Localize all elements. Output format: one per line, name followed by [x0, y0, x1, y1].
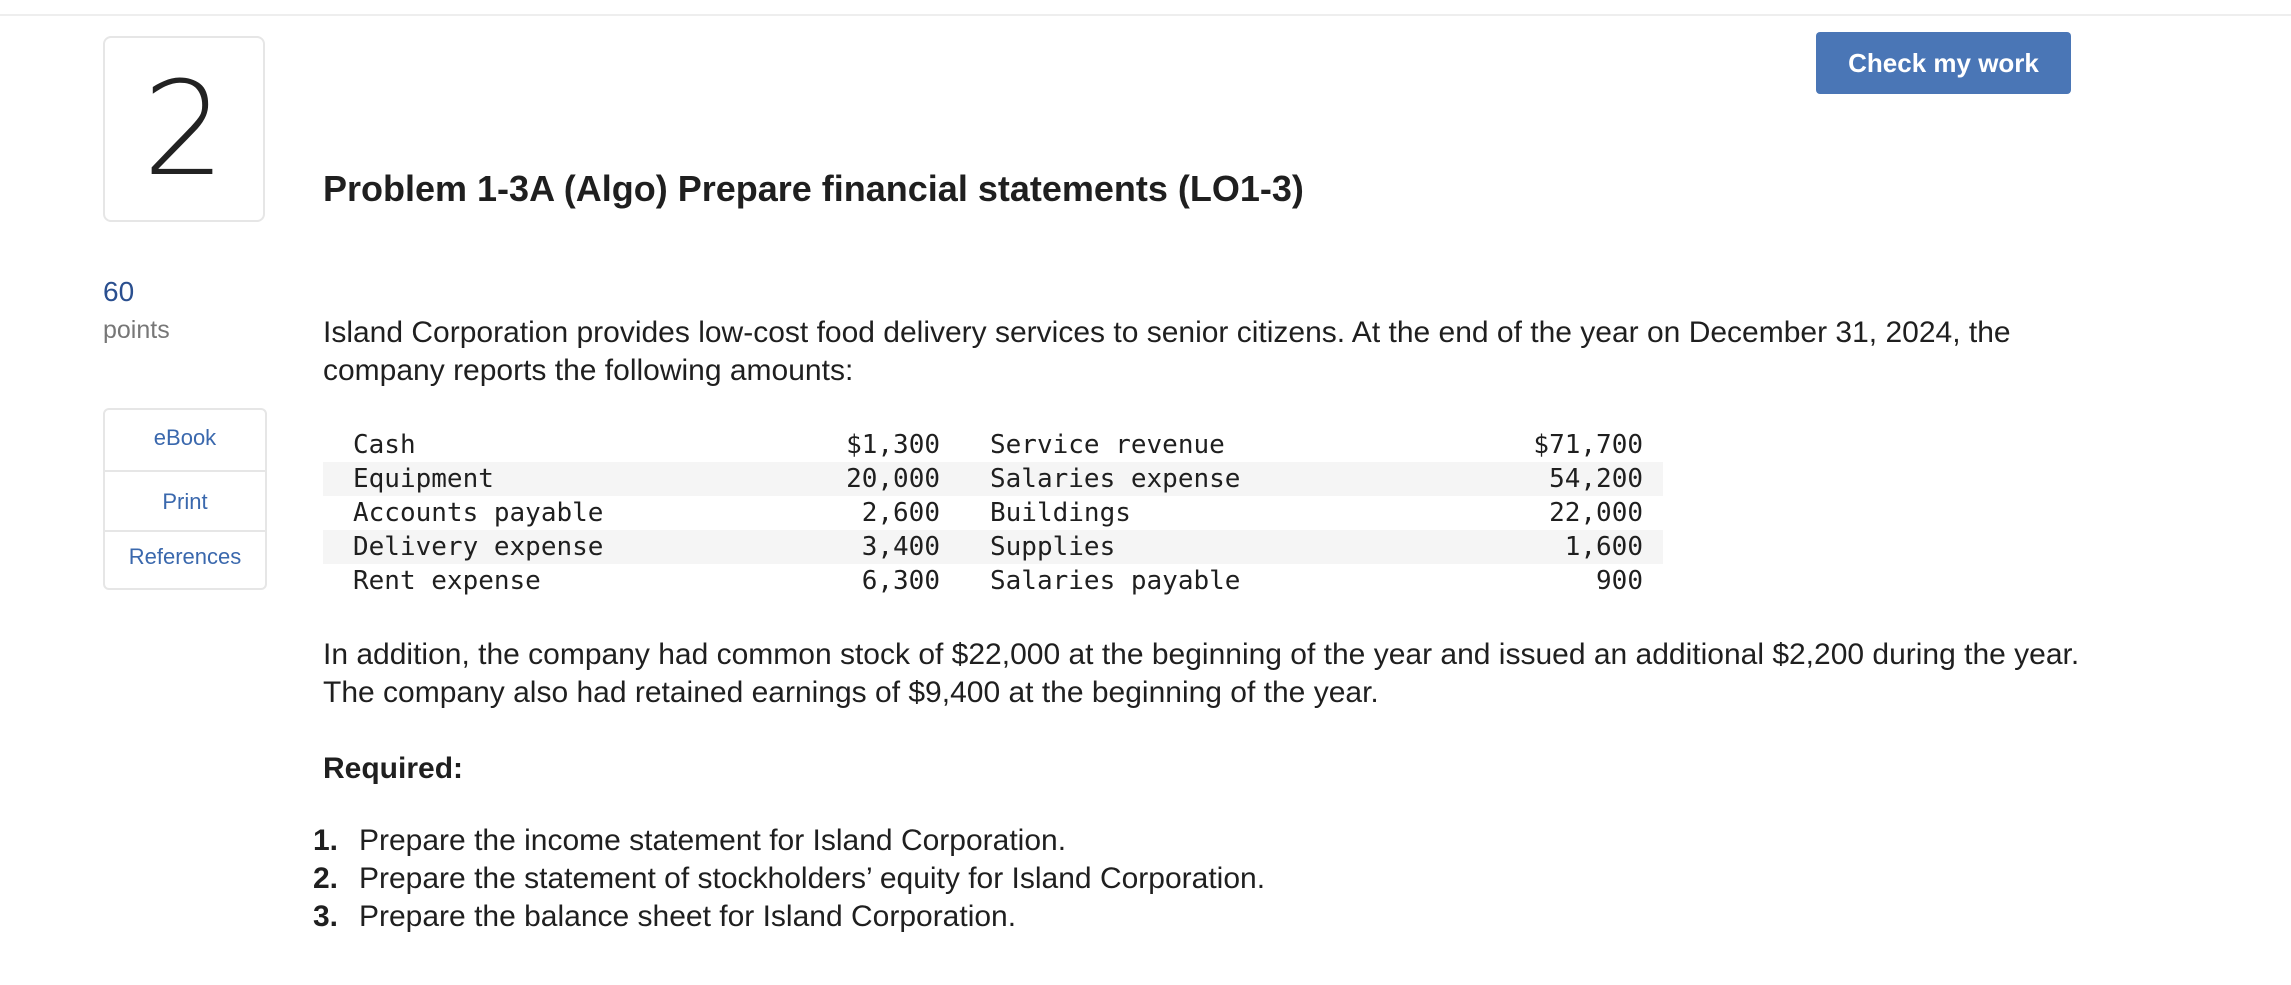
account-name: Service revenue: [990, 430, 1225, 460]
requirement-text: Prepare the income statement for Island Corporation.: [359, 824, 1067, 857]
table-row: [323, 564, 1663, 598]
table-row: [323, 530, 1663, 564]
references-link[interactable]: References: [128, 544, 242, 569]
account-amount: $71,700: [1533, 430, 1643, 460]
account-amount: 1,600: [1564, 532, 1643, 562]
points-value: 60: [103, 276, 135, 307]
points-label: points: [103, 316, 170, 344]
account-amount: 900: [1596, 566, 1643, 596]
account-name: Cash: [353, 430, 416, 460]
problem-title: Problem 1-3A (Algo) Prepare financial statements (LO1-3): [323, 168, 1304, 209]
amounts-table: [323, 428, 1663, 598]
account-name: Supplies: [990, 532, 1116, 562]
requirement-text: Prepare the balance sheet for Island Corporation.: [359, 900, 1017, 933]
account-name: Rent expense: [353, 566, 541, 596]
ebook-link[interactable]: eBook: [105, 410, 265, 472]
additional-info: In addition, the company had common stock of $22,000 at the beginning of the year and issued an additional $2,200 during the year. The company also had retained earnings of $9,400 at the beginning of the year.: [323, 638, 2080, 709]
account-name: Buildings: [990, 498, 1131, 528]
list-item: [313, 822, 1265, 860]
resource-links: [103, 408, 267, 590]
account-amount: $1,300: [846, 430, 940, 460]
account-amount: 3,400: [861, 532, 940, 562]
print-link[interactable]: Print: [105, 472, 265, 532]
account-amount: 6,300: [861, 566, 940, 596]
account-name: Equipment: [353, 464, 494, 494]
account-amount: 2,600: [861, 498, 940, 528]
account-name: Salaries payable: [990, 566, 1241, 596]
table-row: [323, 496, 1663, 530]
account-amount: 20,000: [846, 464, 940, 494]
table-row: [323, 428, 1663, 462]
account-name: Accounts payable: [353, 498, 604, 528]
required-heading: Required:: [323, 752, 464, 785]
requirement-text: Prepare the statement of stockholders’ equity for Island Corporation.: [359, 862, 1266, 895]
requirement-number: 1.: [313, 824, 339, 857]
account-name: Delivery expense: [353, 532, 604, 562]
question-number: 2: [103, 36, 265, 222]
list-item: [313, 898, 1265, 936]
account-amount: 22,000: [1549, 498, 1643, 528]
account-name: Salaries expense: [990, 464, 1241, 494]
list-item: [313, 860, 1265, 898]
account-amount: 54,200: [1549, 464, 1643, 494]
requirement-number: 2.: [313, 862, 339, 895]
top-divider: [0, 14, 2291, 16]
requirement-number: 3.: [313, 900, 339, 933]
requirements-list: [313, 822, 1265, 936]
check-my-work-button[interactable]: Check my work: [1816, 32, 2071, 94]
table-row: [323, 462, 1663, 496]
problem-intro: Island Corporation provides low-cost food delivery services to senior citizens. At the end of the year on December 31, 2024, the company reports the following amounts:: [323, 316, 2011, 387]
